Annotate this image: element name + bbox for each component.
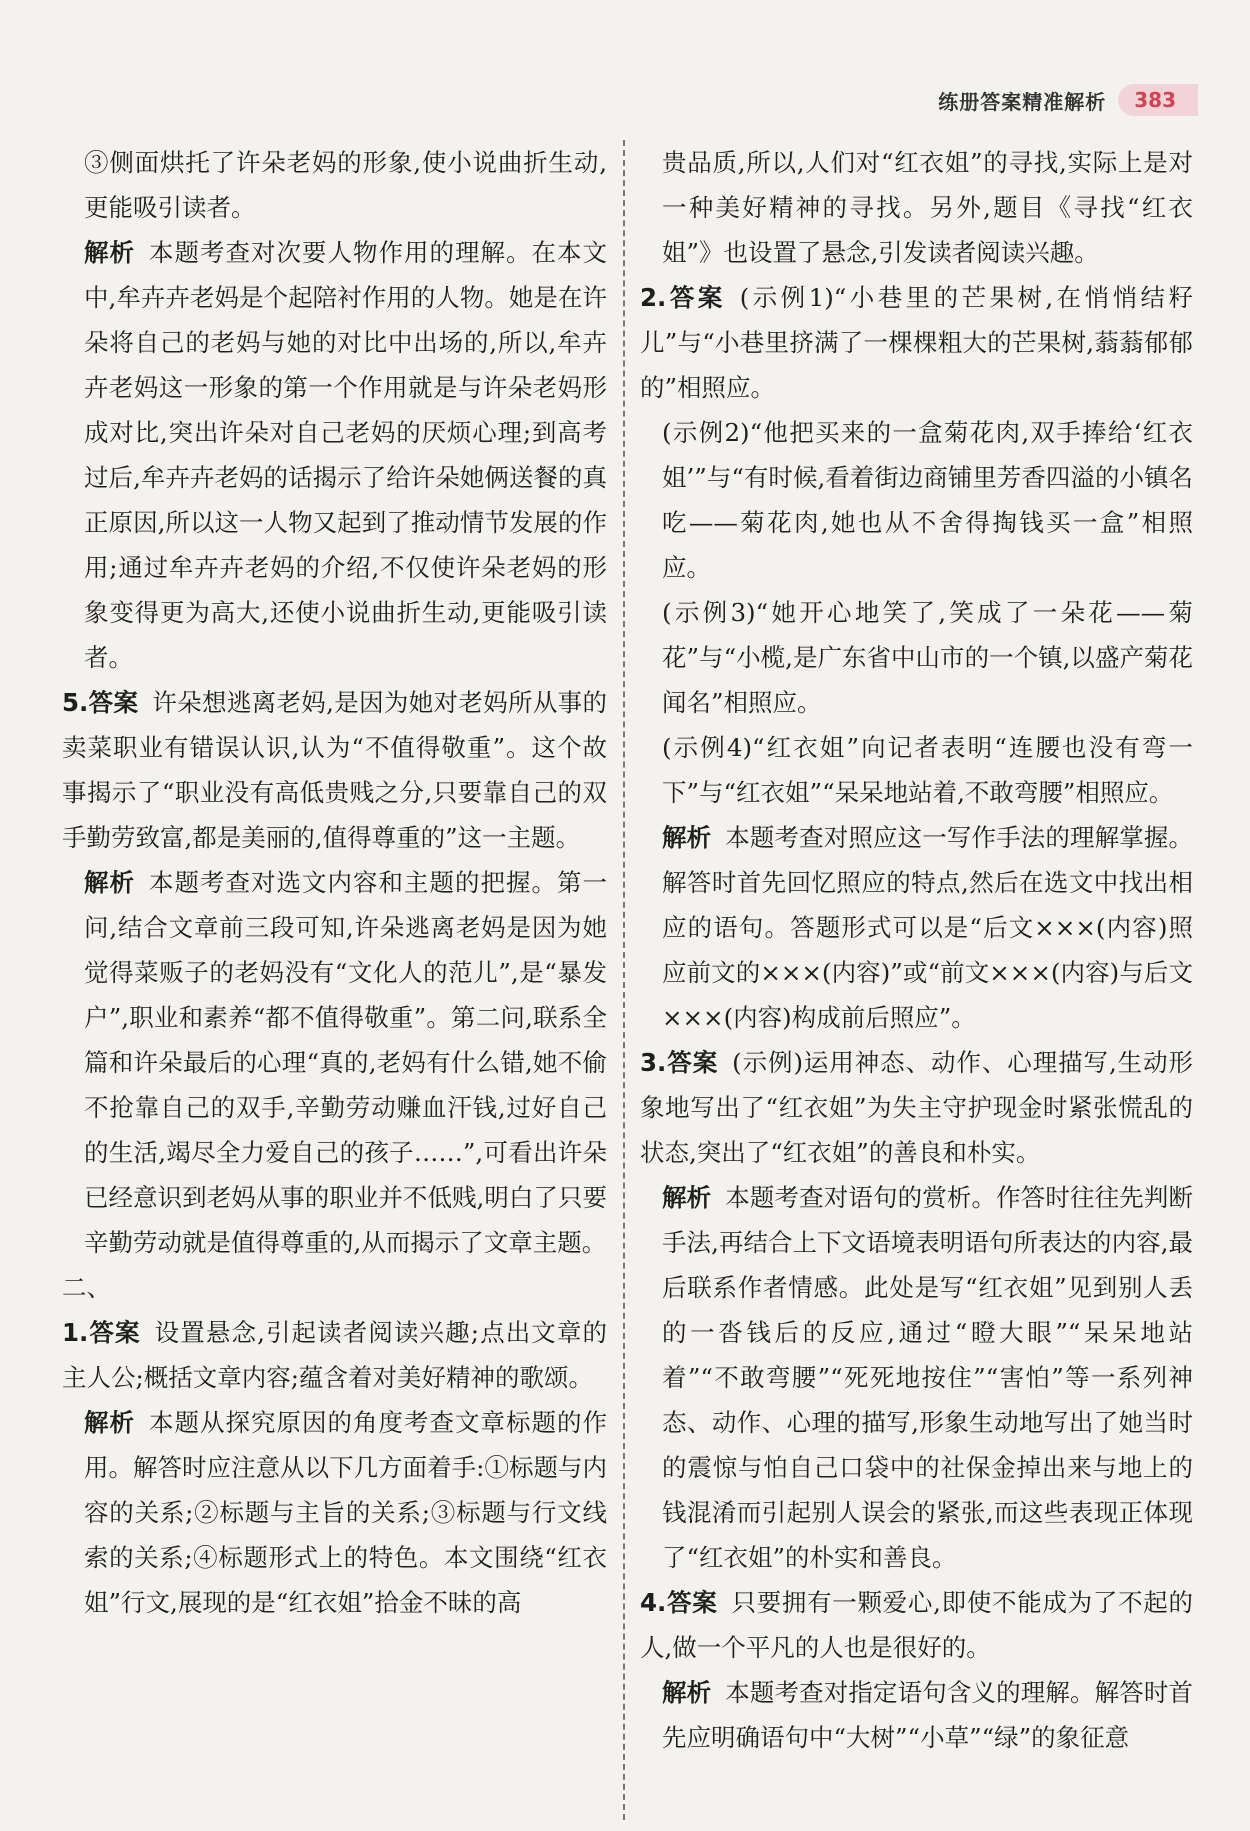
page-header	[938, 84, 1198, 116]
continued-answer-text: ③侧面烘托了许朵老妈的形象,使小说曲折生动,更能吸引读者。	[84, 148, 607, 222]
answer-text: 设置悬念,引起读者阅读兴趣;点出文章的主人公;概括文章内容;蕴含着对美好精神的歌颂。	[62, 1318, 608, 1392]
section-heading: 二、	[62, 1273, 111, 1302]
question-number: 4.	[640, 1588, 667, 1617]
left-column	[62, 140, 607, 1820]
analysis-tag: 解析	[84, 1408, 135, 1437]
analysis-block	[62, 230, 607, 680]
question-number: 2.	[640, 283, 667, 312]
question-4-answer	[640, 1580, 1193, 1670]
analysis-tag: 解析	[84, 238, 135, 267]
header-title: 练册答案精准解析	[938, 89, 1107, 114]
analysis-text: 本题从探究原因的角度考查文章标题的作用。解答时应注意从以下几方面着手:①标题与内容的关系;②标题与主旨的关系;③标题与行文线索的关系;④标题形式上的特色。本文围绕“红衣姐”行文,展现的是“红衣姐”拾金不昧的高	[84, 1408, 607, 1617]
question-2-answer	[640, 275, 1193, 410]
question-number: 5.	[62, 688, 89, 717]
question-1-analysis	[62, 1400, 607, 1625]
analysis-text: 本题考查对次要人物作用的理解。在本文中,牟卉卉老妈是个起陪衬作用的人物。她是在许朵将自己的老妈与她的对比中出场的,所以,牟卉卉老妈这一形象的第一个作用就是与许朵老妈形成对比,突出许朵对自己老妈的厌烦心理;到高考过后,牟卉卉老妈的话揭示了给许朵她俩送餐的真正原因,所以这一人物又起到了推动情节发展的作用;通过牟卉卉老妈的介绍,不仅使许朵老妈的形象变得更为高大,还使小说曲折生动,更能吸引读者。	[84, 238, 607, 672]
question-5-answer	[62, 680, 607, 860]
example-4: (示例4)“红衣姐”向记者表明“连腰也没有弯一下”与“红衣姐”“呆呆地站着,不敢弯腰”相照应。	[662, 733, 1193, 807]
analysis-text: 本题考查对指定语句含义的理解。解答时首先应明确语句中“大树”“小草”“绿”的象征意	[662, 1678, 1193, 1752]
answer-text: 许朵想逃离老妈,是因为她对老妈所从事的卖菜职业有错误认识,认为“不值得敬重”。这个故事揭示了“职业没有高低贵贱之分,只要靠自己的双手勤劳致富,都是美丽的,值得尊重的”这一主题。	[62, 688, 607, 852]
column-divider	[623, 140, 625, 1820]
question-3-analysis	[640, 1175, 1193, 1580]
example-2: (示例2)“他把买来的一盒菊花肉,双手捧给‘红衣姐’”与“有时候,看着街边商铺里芳香四溢的小镇名吃——菊花肉,她也从不舍得掏钱买一盒”相照应。	[662, 418, 1193, 582]
analysis-text: 本题考查对语句的赏析。作答时往往先判断手法,再结合上下文语境表明语句所表达的内容,最后联系作者情感。此处是写“红衣姐”见到别人丢的一沓钱后的反应,通过“瞪大眼”“呆呆地站着”“不敢弯腰”“死死地按住”“害怕”等一系列神态、动作、心理的描写,形象生动地写出了她当时的震惊与怕自己口袋中的社保金掉出来与地上的钱混淆而引起别人误会的紧张,而这些表现正体现了“红衣姐”的朴实和善良。	[662, 1183, 1193, 1572]
continued-answer	[62, 140, 607, 230]
answer-tag: 答案	[88, 688, 139, 717]
question-2-analysis	[640, 815, 1193, 1040]
analysis-tag: 解析	[662, 823, 712, 852]
question-4-analysis	[640, 1670, 1193, 1760]
analysis-text: 本题考查对选文内容和主题的把握。第一问,结合文章前三段可知,许朵逃离老妈是因为她觉得菜贩子的老妈没有“文化人的范儿”,是“暴发户”,职业和素养“都不值得敬重”。第二问,联系全篇和许朵最后的心理“真的,老妈有什么错,她不偷不抢靠自己的双手,辛勤劳动赚血汗钱,过好自己的生活,竭尽全力爱自己的孩子……”,可看出许朵已经意识到老妈从事的职业并不低贱,明白了只要辛勤劳动就是值得尊重的,从而揭示了文章主题。	[84, 868, 607, 1257]
example-3: (示例3)“她开心地笑了,笑成了一朵花——菊花”与“小榄,是广东省中山市的一个镇,以盛产菊花闻名”相照应。	[662, 598, 1193, 717]
answer-text: (示例)运用神态、动作、心理描写,生动形象地写出了“红衣姐”为失主守护现金时紧张慌乱的状态,突出了“红衣姐”的善良和朴实。	[640, 1048, 1194, 1167]
example-1: (示例1)“小巷里的芒果树,在悄悄结籽儿”与“小巷里挤满了一棵棵粗大的芒果树,蓊蓊郁郁的”相照应。	[640, 283, 1193, 402]
question-1-answer	[62, 1310, 607, 1400]
analysis-text: 本题考查对照应这一写作手法的理解掌握。解答时首先回忆照应的特点,然后在选文中找出相应的语句。答题形式可以是“后文×××(内容)照应前文的×××(内容)”或“前文×××(内容)与后文×××(内容)构成前后照应”。	[662, 823, 1193, 1032]
question-number: 1.	[62, 1318, 89, 1347]
answer-tag: 答案	[666, 283, 726, 312]
analysis-tag: 解析	[662, 1183, 712, 1212]
answer-tag: 答案	[666, 1588, 718, 1617]
question-3-answer	[640, 1040, 1193, 1175]
question-5-analysis	[62, 860, 607, 1265]
analysis-tag: 解析	[84, 868, 135, 897]
answer-text: 只要拥有一颗爱心,即使不能成为了不起的人,做一个平凡的人也是很好的。	[640, 1588, 1193, 1662]
continued-analysis	[640, 140, 1193, 275]
continued-analysis-text: 贵品质,所以,人们对“红衣姐”的寻找,实际上是对一种美好精神的寻找。另外,题目《寻找“红衣姐”》也设置了悬念,引发读者阅读兴趣。	[662, 148, 1193, 267]
answer-tag: 答案	[666, 1048, 719, 1077]
right-column	[640, 140, 1193, 1820]
analysis-tag: 解析	[662, 1678, 712, 1707]
page-number-badge: 383	[1118, 84, 1198, 116]
question-number: 3.	[640, 1048, 667, 1077]
answer-tag: 答案	[88, 1318, 141, 1347]
